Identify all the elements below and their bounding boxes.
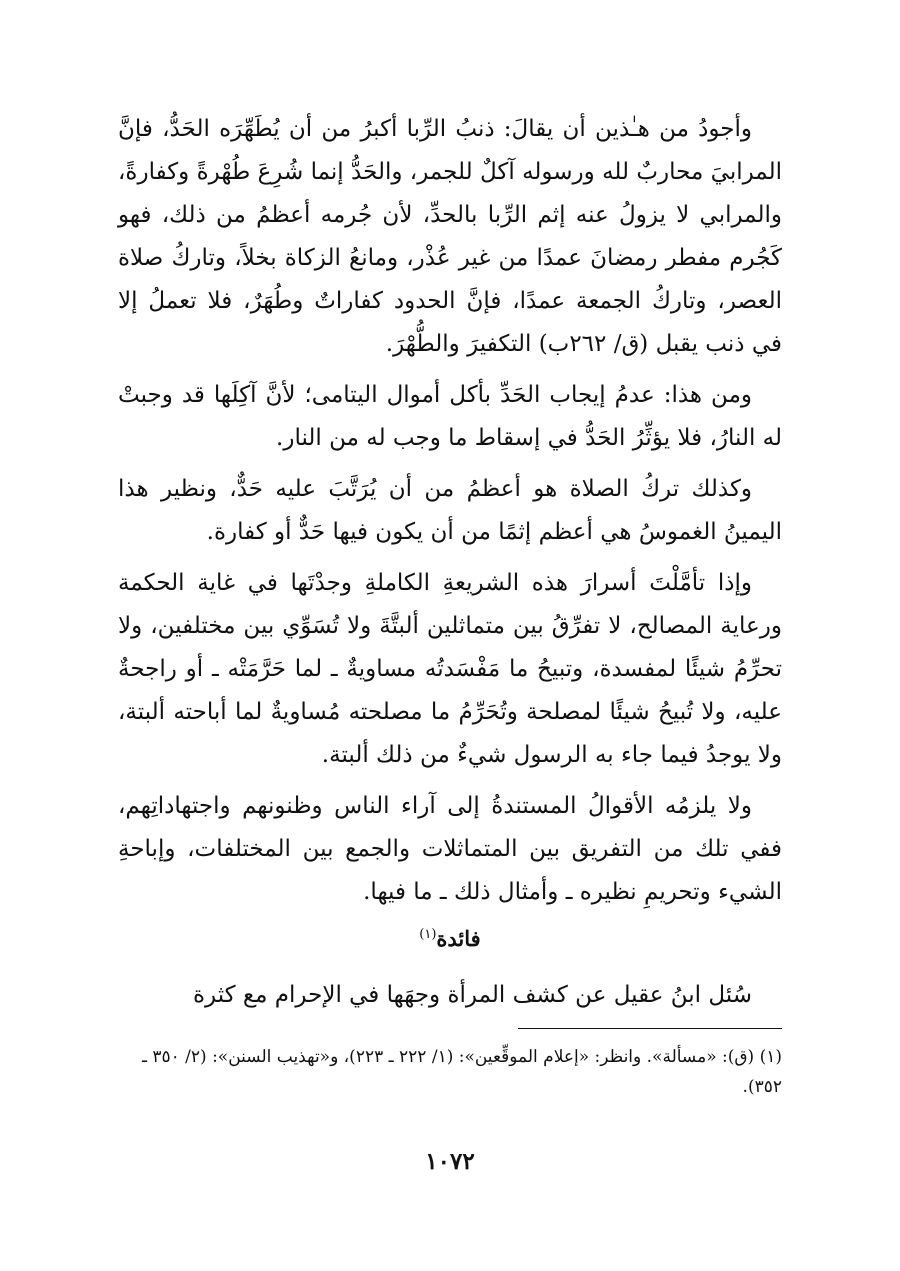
heading-text: فائدة (436, 926, 481, 951)
paragraph-3: وكذلك تركُ الصلاة هو أعظمُ من أن يُرَتَّبَ عليه حَدٌّ، ونظير هذا اليمينُ الغموسُ هي أعظم إثمًا من أن يكون فيها حَدٌّ أو كفارة. (118, 476, 782, 545)
paragraph-5: ولا يلزمُه الأقوالُ المستندةُ إلى آراء الناس وظنونهم واجتهاداتِهم، ففي تلك من التفريق بين المتماثلات والجمع بين المختلفات، وإباحةِ الشيء وتحريمِ نظيره ـ وأمثال ذلك ـ ما فيها. (118, 793, 782, 905)
paragraph-1: وأجودُ من هـٰذين أن يقالَ: ذنبُ الرِّبا أكبرُ من أن يُطَهِّرَه الحَدُّ، فإنَّ المرابيَ محاربٌ لله ورسوله آكلٌ للجمر، والحَدُّ إنما شُرِعَ طُهْرةً وكفارةً، والمرابي لا يزولُ عنه إثم الرِّبا بالحدِّ، لأن جُرمه أعظمُ من ذلك، فهو كَجُرم مفطر رمضانَ عمدًا من غير عُذْر، ومانعُ الزكاة بخلاً، وتاركُ صلاة العصر، وتاركُ الجمعة عمدًا، فإنَّ الحدود كفاراتٌ وطُهَرٌ، فلا تعملُ إلا في ذنب يقبل (ق/ ٢٦٢ب) التكفيرَ والطُّهْرَ. (118, 116, 782, 357)
paragraph-6: سُئل ابنُ عقيل عن كشف المرأة وجهَها في الإحرام مع كثرة (192, 982, 752, 1008)
footnote-divider (518, 1028, 782, 1029)
main-text (118, 108, 782, 1025)
page-number: ١٠٧٢ (425, 1148, 475, 1175)
heading-footnote-ref: (١) (419, 927, 437, 942)
paragraph-4: وإذا تأمَّلْتَ أسرارَ هذه الشريعةِ الكاملةِ وجدْتَها في غاية الحكمة ورعاية المصالح، لا تفرِّقُ بين متماثلين ألبتَّةَ ولا تُسَوِّي بين مختلفين، ولا تحرِّمُ شيئًا لمفسدة، وتبيحُ ما مَفْسَدتُه مساويةٌ ـ لما حَرَّمَتْه ـ أو راجحةٌ عليه، ولا تُبيحُ شيئًا لمصلحة وتُحَرِّمُ ما مصلحته مُساويةٌ لما أباحته ألبتة، ولا يوجدُ فيما جاء به الرسول شيءٌ من ذلك ألبتة. (118, 570, 782, 768)
section-heading (118, 920, 782, 954)
paragraph-2: ومن هذا: عدمُ إيجاب الحَدِّ بأكل أموال اليتامى؛ لأنَّ آكِلَها قد وجبتْ له النارُ، فلا يؤثِّرُ الحَدُّ في إسقاط ما وجب له من النار. (118, 382, 782, 451)
footnote: (١) (ق): «مسألة». وانظر: «إعلام الموقِّعين»: (١/ ٢٢٢ ـ ٢٢٣)، و«تهذيب السنن»: (٢/ ٣٥٠ ـ ٣٥٢). (141, 1047, 782, 1097)
